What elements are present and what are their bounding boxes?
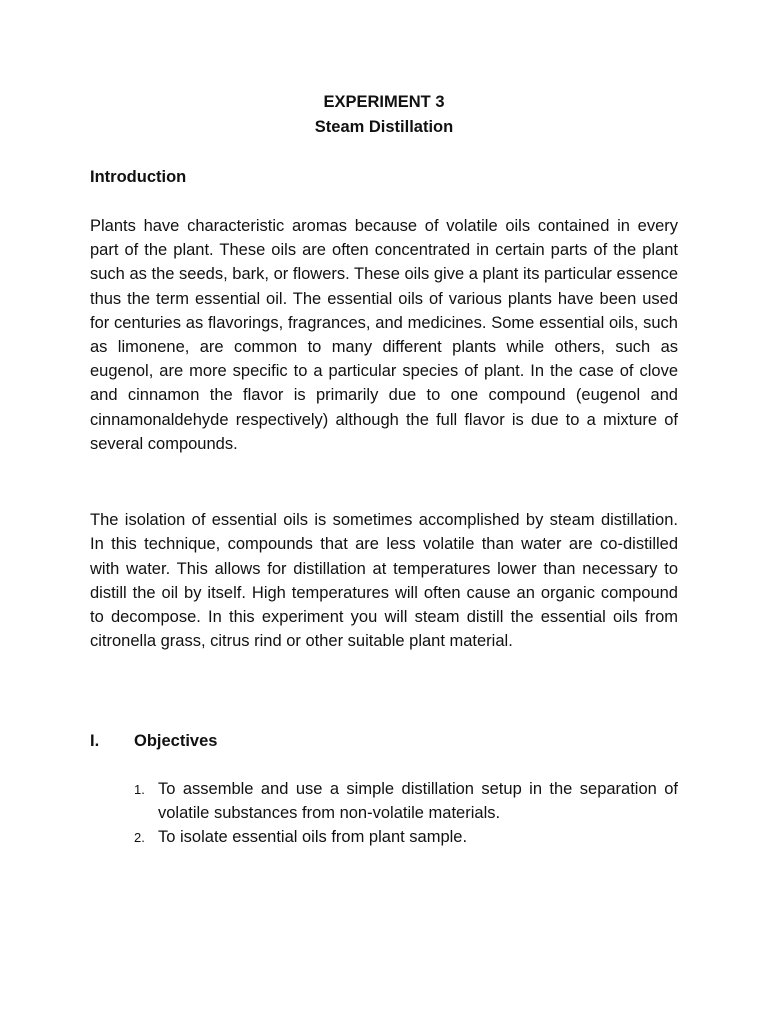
intro-paragraph-1: Plants have characteristic aromas because of volatile oils contained in every part of the plant. These oils are often concentrated in certain parts of the plant such as the seeds, bark, or flowers. These oils give a plant its particular essence thus the term essential oil. The essential oils of various plants have been used for centuries as flavorings, fragrances, and medicines. Some essential oils, such as limonene, are common to many different plants while others, such as eugenol, are more specific to a particular species of plant. In the case of clove and cinnamon the flavor is primarily due to one compound (eugenol and cinnamonaldehyde respectively) although the full flavor is due to a mixture of several compounds. <box>90 217 678 453</box>
experiment-label: EXPERIMENT 3 <box>323 93 445 111</box>
introduction-heading: Introduction <box>90 168 187 186</box>
title-block <box>0 90 768 140</box>
objectives-heading: Objectives <box>134 732 218 750</box>
objective-text: To isolate essential oils from plant sample. <box>158 828 468 846</box>
intro-paragraph-2: The isolation of essential oils is sometimes accomplished by steam distillation. In this technique, compounds that are less volatile than water are co-distilled with water. This allows for distillation at temperatures lower than necessary to distill the oil by itself. High temperatures will often cause an organic compound to decompose. In this experiment you will steam distill the essential oils from citronella grass, citrus rind or other suitable plant material. <box>90 511 678 651</box>
objective-number: 1. <box>134 782 145 797</box>
objective-item <box>134 777 678 825</box>
objective-item <box>134 825 678 849</box>
objective-text: To assemble and use a simple distillation setup in the separation of volatile substances from non-volatile materials. <box>158 780 678 822</box>
objective-number: 2. <box>134 830 145 845</box>
document-title: Steam Distillation <box>314 118 454 136</box>
objectives-list <box>134 777 678 849</box>
section-number: I. <box>90 732 100 750</box>
